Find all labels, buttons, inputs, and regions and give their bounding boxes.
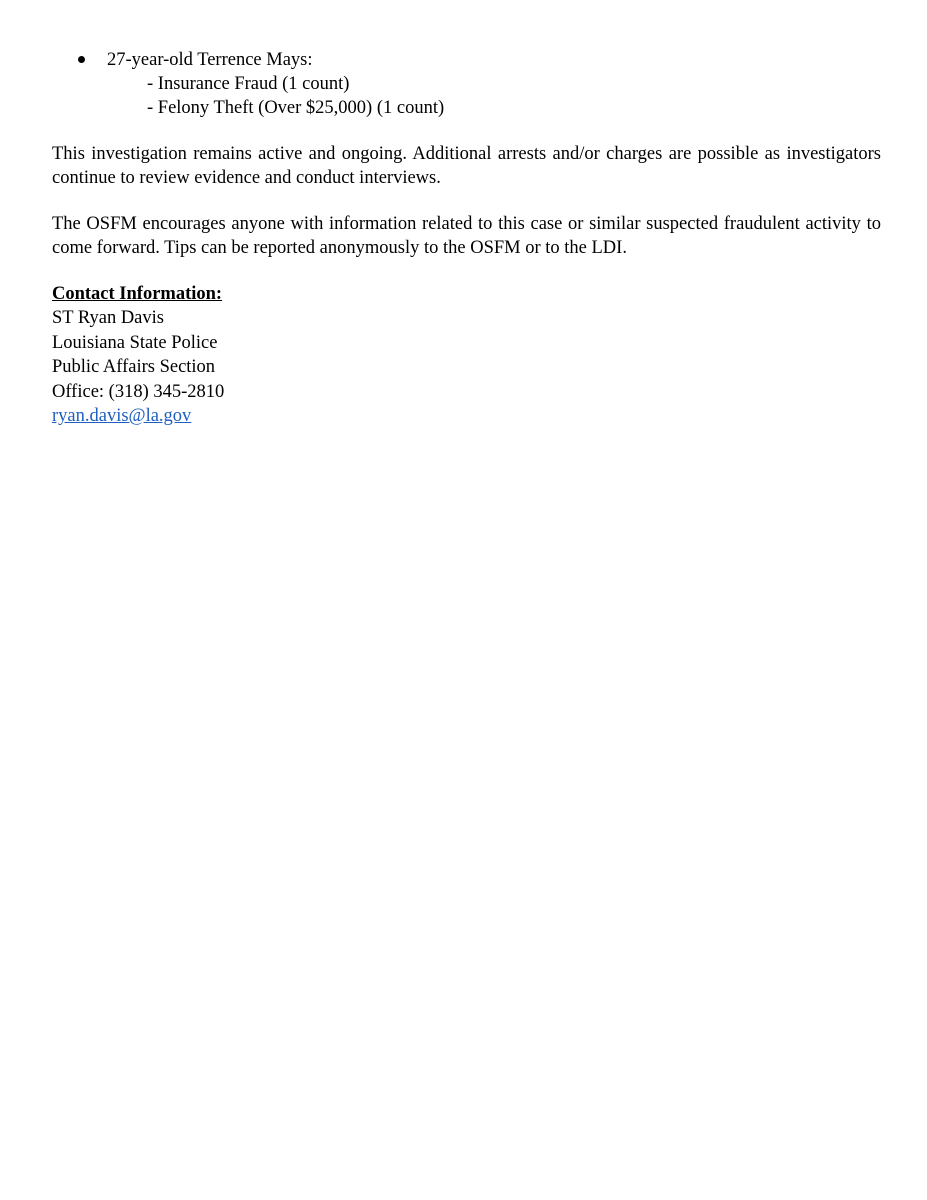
contact-email-link[interactable]: ryan.davis@la.gov bbox=[52, 406, 192, 426]
charge-item: - Felony Theft (Over $25,000) (1 count) bbox=[147, 98, 445, 118]
bullet-icon bbox=[78, 56, 85, 63]
tips-paragraph: The OSFM encourages anyone with information related to this case or similar suspected fraudulent activity to come forward. Tips can be reported anonymously to the OSFM or to the LDI. bbox=[52, 214, 881, 258]
contact-agency: Louisiana State Police bbox=[52, 332, 218, 353]
charge-item: - Insurance Fraud (1 count) bbox=[147, 74, 350, 94]
contact-heading: Contact Information: bbox=[52, 284, 223, 304]
contact-section: Public Affairs Section bbox=[52, 357, 216, 377]
charges-list bbox=[52, 72, 881, 120]
contact-office-phone: Office: (318) 345-2810 bbox=[52, 381, 225, 402]
suspect-name-line: 27-year-old Terrence Mays: bbox=[107, 50, 313, 70]
contact-email-line bbox=[52, 404, 881, 429]
suspect-bullet-item bbox=[52, 48, 881, 72]
investigation-status-paragraph: This investigation remains active and ongoing. Additional arrests and/or charges are possible as investigators continue to review evidence and conduct interviews. bbox=[52, 144, 881, 188]
contact-information-block bbox=[52, 282, 881, 429]
contact-name: ST Ryan Davis bbox=[52, 308, 164, 328]
document-page bbox=[52, 48, 881, 429]
